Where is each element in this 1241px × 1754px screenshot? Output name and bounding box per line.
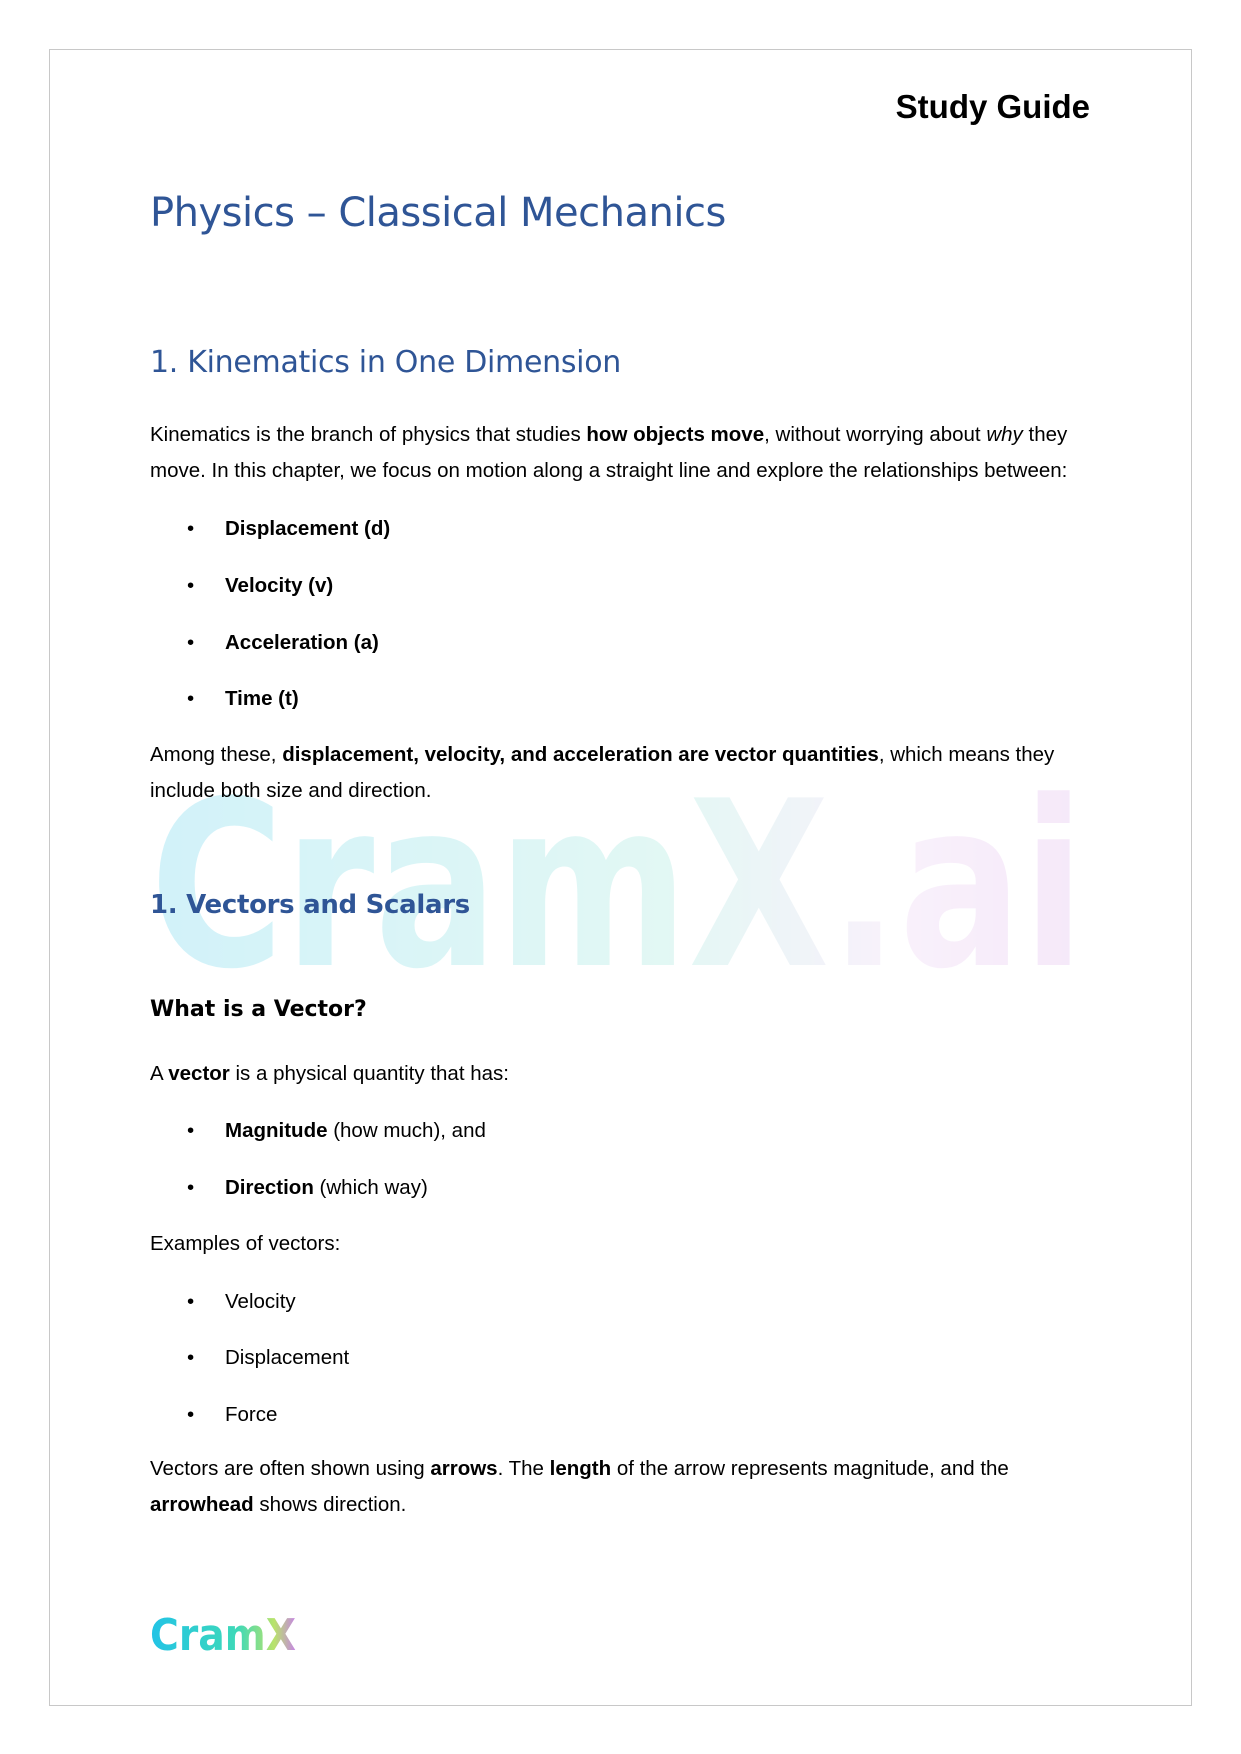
logo-text: CramX [150, 1610, 297, 1660]
arrows-paragraph: Vectors are often shown using arrows. The length of the arrow represents magnitude, and the arrowhead shows direction. [150, 1457, 1009, 1516]
vector-quantities-summary: Among these, displacement, velocity, and acceleration are vector quantities, which means they include both size and direction. [150, 743, 1055, 802]
kinematics-intro: Kinematics is the branch of physics that studies how objects move, without worrying about why they move. In this chapter, we focus on motion along a straight line and explore the relationships between: [150, 423, 1068, 482]
section-heading-vectors: 1. Vectors and Scalars [150, 890, 470, 920]
cramx-logo [150, 1608, 300, 1660]
examples-label: Examples of vectors: [150, 1232, 341, 1255]
document-title: Physics – Classical Mechanics [150, 190, 726, 236]
section-heading-kinematics: 1. Kinematics in One Dimension [150, 345, 621, 380]
watermark-text: CramX.ai [150, 760, 1085, 1000]
vector-definition: A vector is a physical quantity that has: [150, 1062, 509, 1085]
study-guide-label: Study Guide [895, 88, 1090, 125]
subheading-what-is-vector: What is a Vector? [150, 997, 367, 1022]
